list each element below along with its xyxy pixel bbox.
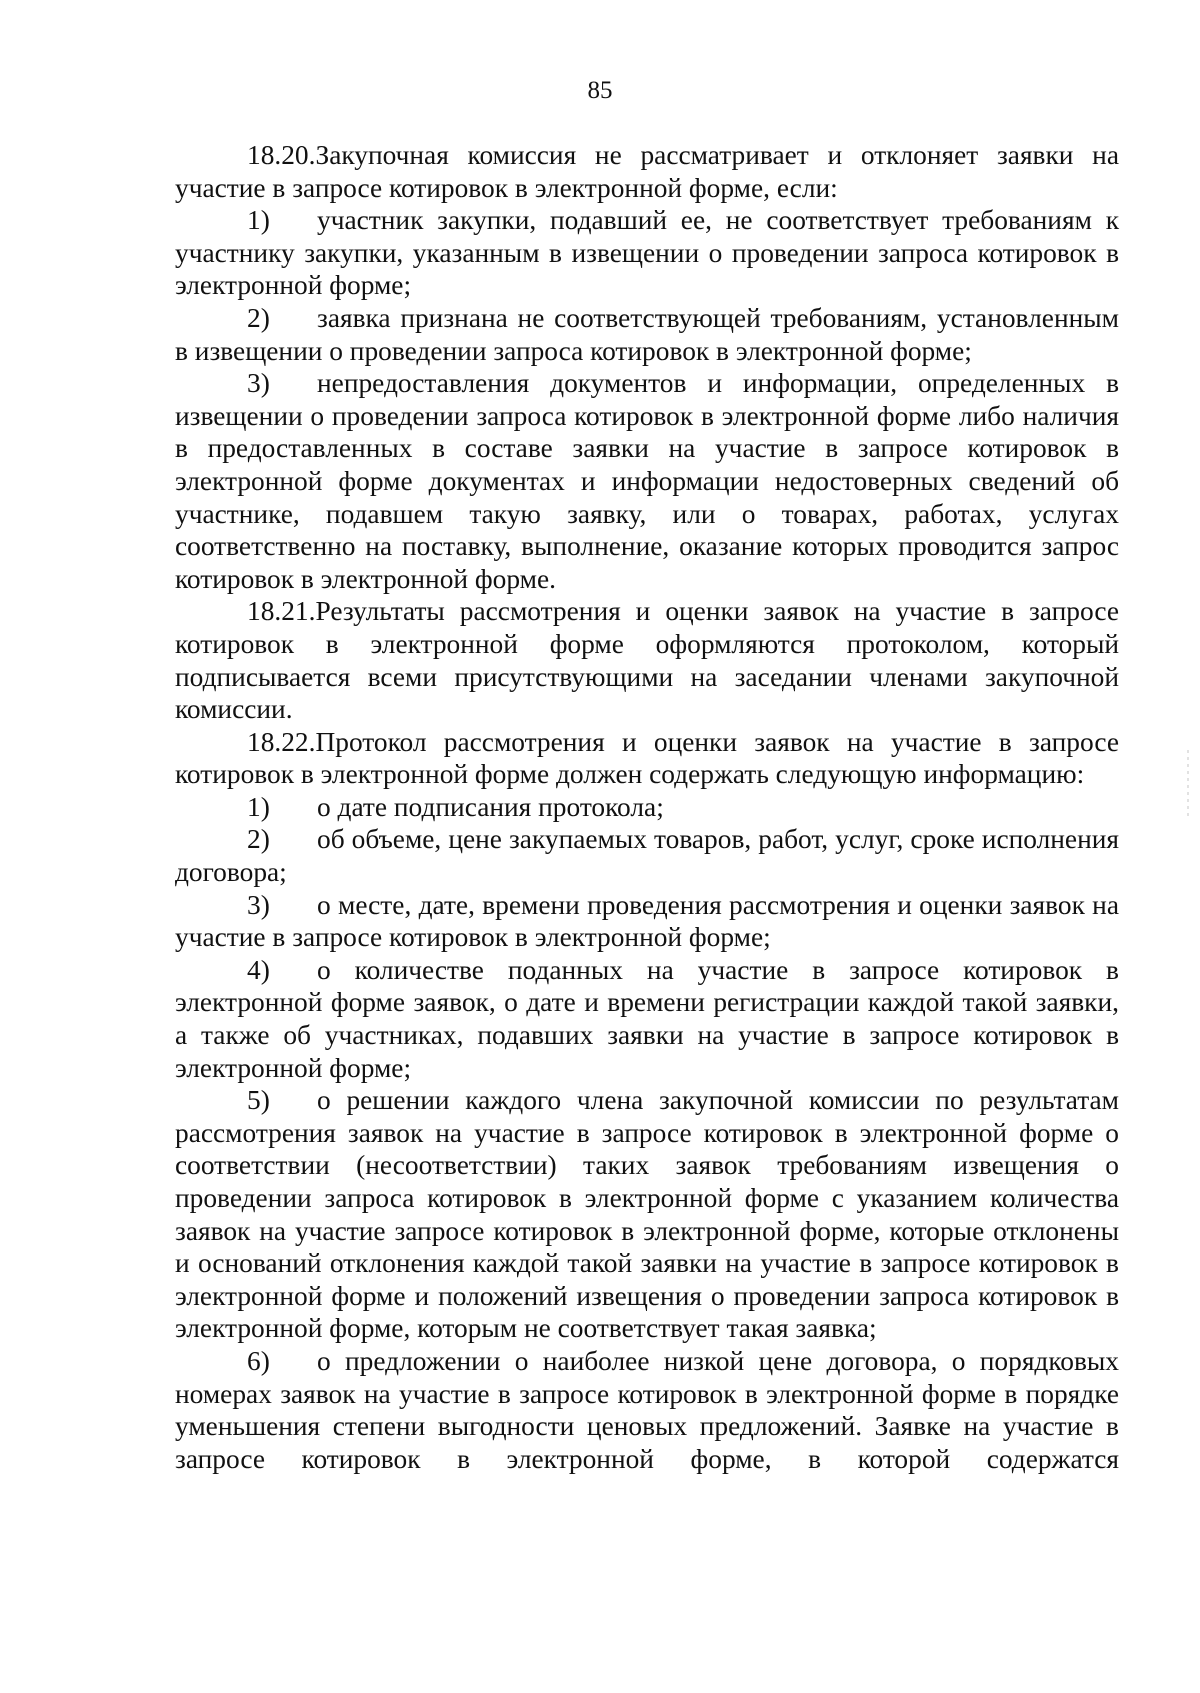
list-item-number: 1): [247, 205, 270, 236]
page-number: 85: [587, 77, 613, 104]
list-item-number: 5): [247, 1085, 270, 1116]
list-item: [175, 823, 1119, 888]
list-item-number: 2): [247, 302, 270, 333]
list-item-text: о количестве поданных на участие в запросе котировок в электронной форме заявок, о дате и времени регистрации каждой такой заявки, а также об участниках, подавших заявки на участие в запросе котировок в электронной форме;: [175, 954, 1119, 1083]
paragraph-18-22: [175, 726, 1119, 791]
list-item-number: 1): [247, 791, 270, 822]
list-item-text: об объеме, цене закупаемых товаров, работ, услуг, сроке исполнения договора;: [175, 824, 1119, 888]
list-item: [175, 367, 1119, 595]
list-item-number: 3): [247, 368, 270, 399]
list-item: [175, 1084, 1119, 1345]
list-item-text: о месте, дате, времени проведения рассмотрения и оценки заявок на участие в запросе котировок в электронной форме;: [175, 889, 1119, 953]
list-item-continued: [175, 1345, 1119, 1475]
list-item-text: непредоставления документов и информации, определенных в извещении о проведении запроса котировок в электронной форме либо наличия в предоставленных в составе заявки на участие в запросе котировок в электронной форме документах и информации недостоверных сведений об участнике, подавшем такую заявку, или о товарах, работах, услугах соответственно на поставку, выполнение, оказание которых проводится запрос котировок в электронной форме.: [175, 368, 1119, 594]
list-item: [175, 889, 1119, 954]
list-item-text: участник закупки, подавший ее, не соответствует требованиям к участнику закупки, указанным в извещении о проведении запроса котировок в электронной форме;: [175, 205, 1119, 301]
list-item: [175, 791, 1119, 824]
list-item-number: 6): [247, 1345, 270, 1376]
list-item: [175, 954, 1119, 1084]
paragraph-text: 18.21.Результаты рассмотрения и оценки заявок на участие в запросе котировок в электронной форме оформляются протоколом, который подписывается всеми присутствующими на заседании членами закупочной комиссии.: [175, 596, 1119, 725]
list-item-text: о предложении о наиболее низкой цене договора, о порядковых номерах заявок на участие в запросе котировок в электронной форме в порядке уменьшения степени выгодности ценовых предложений. Заявке на участие в запросе котировок в электронной форме, в которой содержатся: [175, 1345, 1119, 1474]
paragraph-18-21: [175, 595, 1119, 725]
list-item-number: 3): [247, 889, 270, 920]
paragraph-text: 18.20.Закупочная комиссия не рассматривает и отклоняет заявки на участие в запросе котировок в электронной форме, если:: [175, 140, 1119, 203]
list-item-text: о дате подписания протокола;: [317, 791, 664, 822]
scan-margin-marks: [1187, 750, 1189, 820]
list-item-number: 4): [247, 954, 270, 985]
list-item-text: заявка признана не соответствующей требованиям, установленным в извещении о проведении запроса котировок в электронной форме;: [175, 302, 1119, 366]
paragraph-text: 18.22.Протокол рассмотрения и оценки заявок на участие в запросе котировок в электронной форме должен содержать следующую информацию:: [175, 726, 1119, 790]
paragraph-18-20: [175, 139, 1119, 204]
document-body: [175, 139, 1119, 1475]
list-item: [175, 302, 1119, 367]
list-item-text: о решении каждого члена закупочной комиссии по результатам рассмотрения заявок на участие в запросе котировок в электронной форме о соответствии (несоответствии) таких заявок требованиям извещения о проведении запроса котировок в электронной форме с указанием количества заявок на участие запросе котировок в электронной форме, которые отклонены и оснований отклонения каждой такой заявки на участие в запросе котировок в электронной форме и положений извещения о проведении запроса котировок в электронной форме, которым не соответствует такая заявка;: [175, 1085, 1119, 1344]
list-item-number: 2): [247, 824, 270, 855]
list-item: [175, 204, 1119, 302]
